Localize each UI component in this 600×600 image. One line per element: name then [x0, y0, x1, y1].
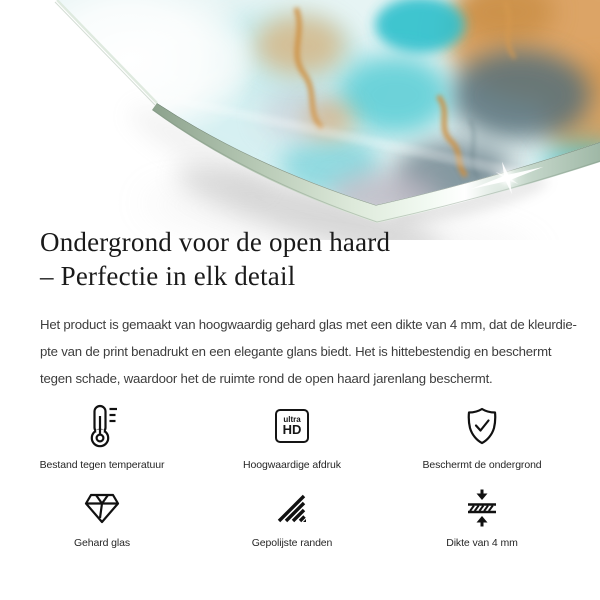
feature-label: Hoogwaardige afdruk — [243, 459, 341, 471]
polished-edges-icon — [276, 488, 308, 528]
feature-thickness — [387, 488, 577, 549]
glass-panel-illustration — [0, 0, 600, 240]
ultra-hd-badge-bottom: HD — [282, 422, 302, 437]
page-title — [40, 225, 390, 293]
description-line2: pte van de print benadrukt en een elegante glans biedt. Het is hittebestendig en beschermt — [40, 344, 552, 359]
ultra-hd-badge-top: ultra — [283, 415, 301, 424]
features-row-1 — [7, 402, 577, 471]
diamond-icon — [84, 488, 120, 528]
feature-label: Gepolijste randen — [251, 537, 333, 549]
page-title-line2: – Perfectie in elk detail — [40, 261, 296, 291]
product-description — [40, 311, 577, 392]
feature-tempered-glass — [7, 488, 197, 549]
thermometer-icon — [86, 402, 118, 450]
feature-print-quality — [197, 402, 387, 471]
feature-protection — [387, 402, 577, 471]
features-row-2 — [7, 488, 577, 549]
feature-label: Bestand tegen temperatuur — [39, 459, 165, 471]
feature-label: Beschermt de ondergrond — [422, 459, 542, 471]
description-line1: Het product is gemaakt van hoogwaardig gehard glas met een dikte van 4 mm, dat de kleurdie- — [40, 317, 577, 332]
feature-label: Gehard glas — [73, 537, 131, 549]
thickness-icon — [465, 488, 499, 528]
feature-temperature — [7, 402, 197, 471]
product-photo-glass-panel — [0, 0, 600, 240]
ultra-hd-icon — [275, 402, 309, 450]
feature-label: Dikte van 4 mm — [446, 537, 518, 549]
description-line3: tegen schade, waardoor het de ruimte rond de open haard jarenlang beschermt. — [40, 371, 493, 386]
feature-polished-edges — [197, 488, 387, 549]
shield-check-icon — [464, 402, 500, 450]
page-title-line1: Ondergrond voor de open haard — [40, 227, 391, 257]
